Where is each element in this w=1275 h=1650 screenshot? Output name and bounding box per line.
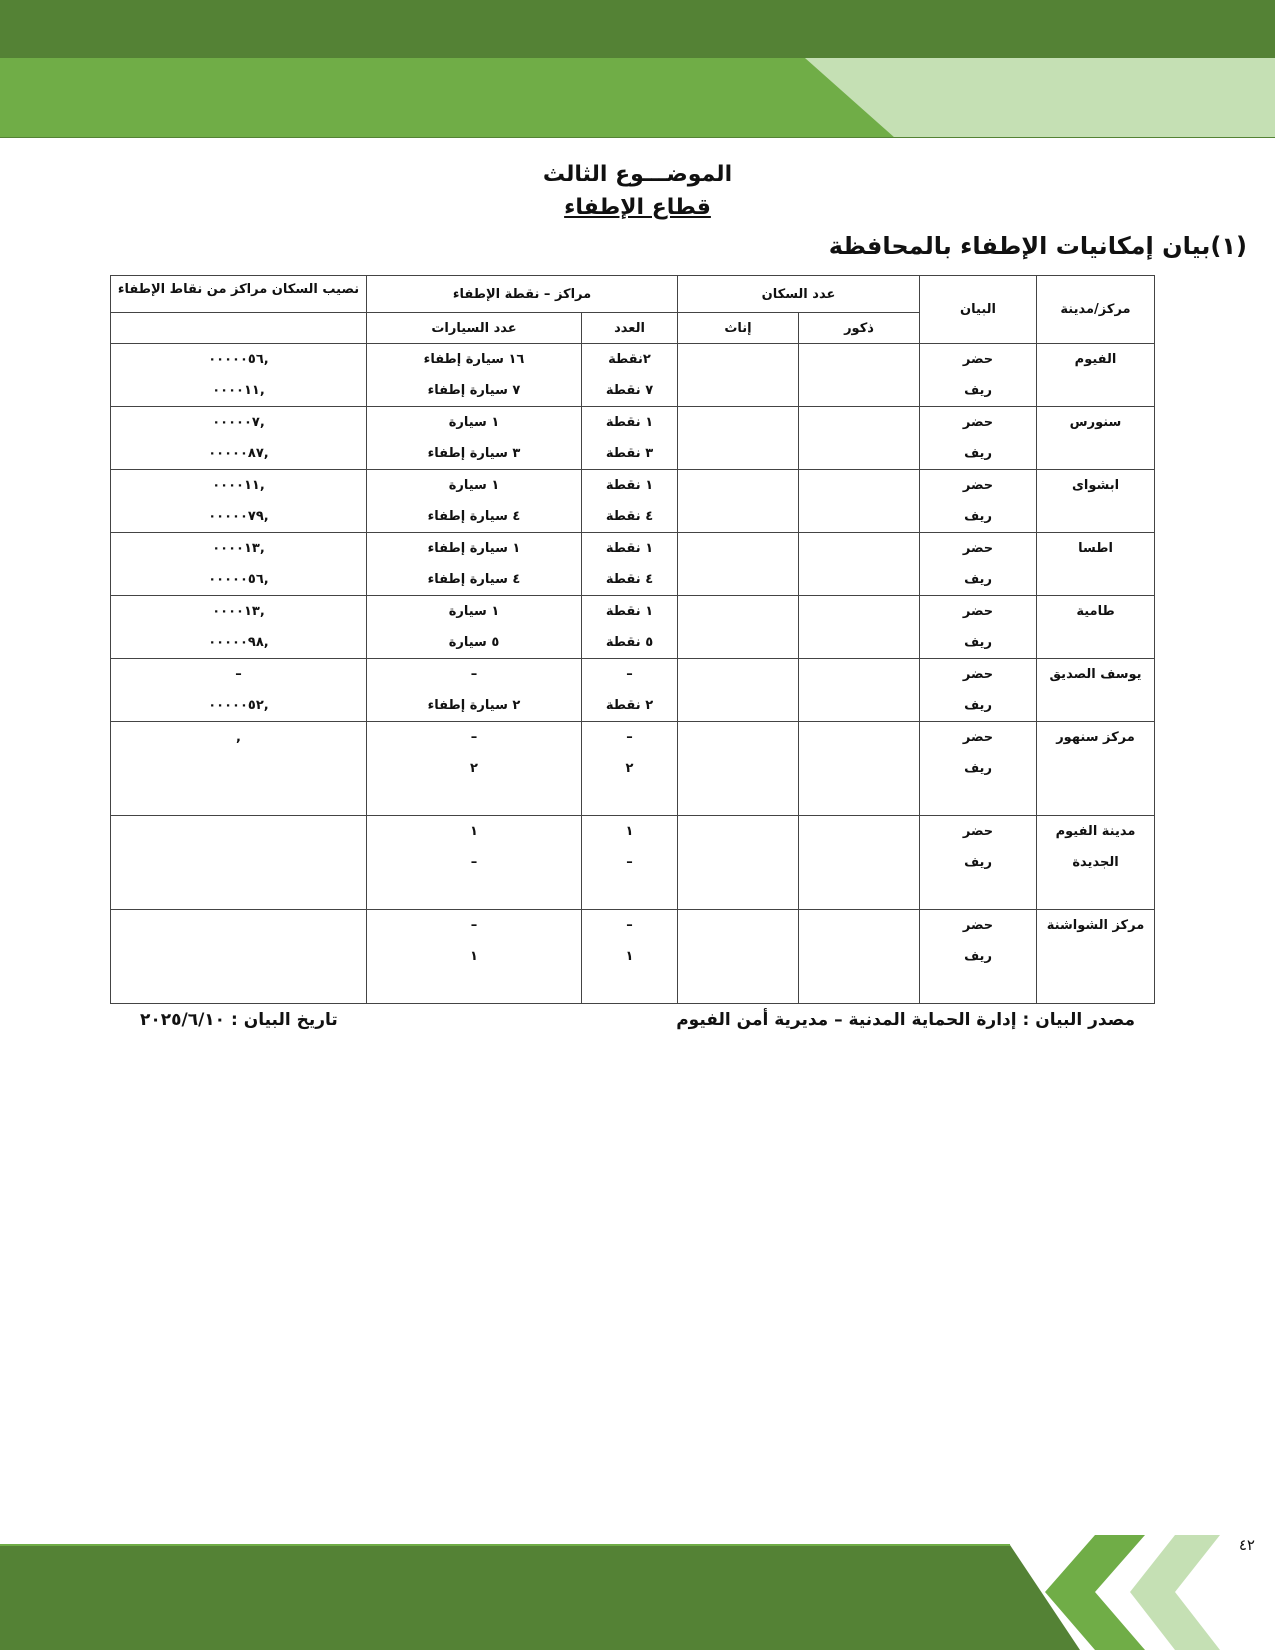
data-source: مصدر البيان : إدارة الحماية المدنية – مديرية أمن الفيوم (676, 1010, 1135, 1030)
footer-banner-dark (0, 1545, 1080, 1650)
section-title: (١)بيان إمكانيات الإطفاء بالمحافظة (828, 232, 1247, 260)
cell-bayan: حضر ريف (920, 596, 1037, 659)
table-row (111, 722, 1155, 816)
cell-share: ,٠٠٠٠١١ ,٠٠٠٠٠٧٩ (111, 470, 367, 533)
page-number: ٤٢ (1238, 1536, 1255, 1554)
header-banner-dark (0, 0, 1275, 60)
cell-females (678, 533, 799, 596)
cell-males (799, 470, 920, 533)
cell-bayan: حضر ريف (920, 407, 1037, 470)
cell-cars: ١ سيارة ٣ سيارة إطفاء (367, 407, 582, 470)
page-subtitle: قطاع الإطفاء (564, 195, 711, 220)
cell-males (799, 596, 920, 659)
data-date: تاريخ البيان : ٢٠٢٥/٦/١٠ (140, 1010, 338, 1030)
cell-share (111, 910, 367, 1004)
cell-cars: ١ سيارة ٥ سيارة (367, 596, 582, 659)
cell-bayan: حضر ريف (920, 722, 1037, 816)
fire-capabilities-table (110, 275, 1155, 1004)
cell-share: ,٠٠٠٠١٣ ,٠٠٠٠٠٩٨ (111, 596, 367, 659)
cell-bayan: حضر ريف (920, 533, 1037, 596)
cell-bayan: حضر ريف (920, 659, 1037, 722)
cell-males (799, 722, 920, 816)
cell-count: ١ نقطة ٣ نقطة (582, 407, 678, 470)
cell-bayan: حضر ريف (920, 470, 1037, 533)
header-markaz: مركز/مدينة (1037, 276, 1155, 344)
cell-markaz: اطسا (1037, 533, 1155, 596)
cell-females (678, 407, 799, 470)
cell-bayan: حضر ريف (920, 910, 1037, 1004)
cell-females (678, 470, 799, 533)
cell-markaz: طامية (1037, 596, 1155, 659)
cell-females (678, 659, 799, 722)
table-row (111, 470, 1155, 533)
header-banner-mid (0, 58, 895, 138)
cell-count: – ٢ نقطة (582, 659, 678, 722)
cell-females (678, 816, 799, 910)
cell-males (799, 344, 920, 407)
cell-markaz: مركز الشواشنة (1037, 910, 1155, 1004)
header-share: نصيب السكان مراكز من نقاط الإطفاء (111, 276, 367, 313)
table-row (111, 659, 1155, 722)
header-population: عدد السكان (678, 276, 920, 313)
cell-count: – ١ (582, 910, 678, 1004)
cell-females (678, 596, 799, 659)
cell-count: ٢نقطة ٧ نقطة (582, 344, 678, 407)
cell-bayan: حضر ريف (920, 816, 1037, 910)
page-title: الموضـــوع الثالث (542, 162, 733, 187)
cell-females (678, 344, 799, 407)
cell-share (111, 816, 367, 910)
header-males: ذكور (799, 313, 920, 344)
cell-markaz: مركز سنهور (1037, 722, 1155, 816)
cell-count: – ٢ (582, 722, 678, 816)
cell-cars: – ٢ (367, 722, 582, 816)
header-females: إناث (678, 313, 799, 344)
table-row (111, 910, 1155, 1004)
header-banner-shape (0, 58, 1275, 138)
chevron-left-icon (1130, 1535, 1220, 1650)
cell-share: ,٠٠٠٠٠٥٦ ,٠٠٠٠١١ (111, 344, 367, 407)
cell-females (678, 910, 799, 1004)
cell-males (799, 910, 920, 1004)
cell-cars: ١٦ سيارة إطفاء ٧ سيارة إطفاء (367, 344, 582, 407)
cell-share: ,٠٠٠٠١٣ ,٠٠٠٠٠٥٦ (111, 533, 367, 596)
cell-females (678, 722, 799, 816)
header-centers: مراكز – نقطة الإطفاء (367, 276, 678, 313)
header-bayan: البيان (920, 276, 1037, 344)
cell-bayan: حضر ريف (920, 344, 1037, 407)
table-row (111, 816, 1155, 910)
header-share-sub (111, 313, 367, 344)
cell-males (799, 533, 920, 596)
table-row (111, 533, 1155, 596)
cell-males (799, 659, 920, 722)
cell-cars: – ٢ سيارة إطفاء (367, 659, 582, 722)
cell-count: ١ نقطة ٥ نقطة (582, 596, 678, 659)
table-row (111, 344, 1155, 407)
footer-banner-shape (0, 1535, 1275, 1650)
cell-markaz: الفيوم (1037, 344, 1155, 407)
cell-males (799, 816, 920, 910)
cell-cars: ١ سيارة ٤ سيارة إطفاء (367, 470, 582, 533)
cell-markaz: مدينة الفيوم الجديدة (1037, 816, 1155, 910)
cell-cars: – ١ (367, 910, 582, 1004)
cell-markaz: سنورس (1037, 407, 1155, 470)
cell-share: – ,٠٠٠٠٠٥٢ (111, 659, 367, 722)
title-block (0, 158, 1275, 224)
cell-markaz: يوسف الصديق (1037, 659, 1155, 722)
cell-count: ١ نقطة ٤ نقطة (582, 470, 678, 533)
cell-cars: ١ سيارة إطفاء ٤ سيارة إطفاء (367, 533, 582, 596)
header-count: العدد (582, 313, 678, 344)
cell-markaz: ابشواى (1037, 470, 1155, 533)
cell-count: ١ نقطة ٤ نقطة (582, 533, 678, 596)
cell-share: , (111, 722, 367, 816)
cell-males (799, 407, 920, 470)
table-row (111, 596, 1155, 659)
table-row (111, 407, 1155, 470)
cell-share: ,٠٠٠٠٠٧ ,٠٠٠٠٠٨٧ (111, 407, 367, 470)
cell-cars: ١ – (367, 816, 582, 910)
cell-count: ١ – (582, 816, 678, 910)
header-cars: عدد السيارات (367, 313, 582, 344)
